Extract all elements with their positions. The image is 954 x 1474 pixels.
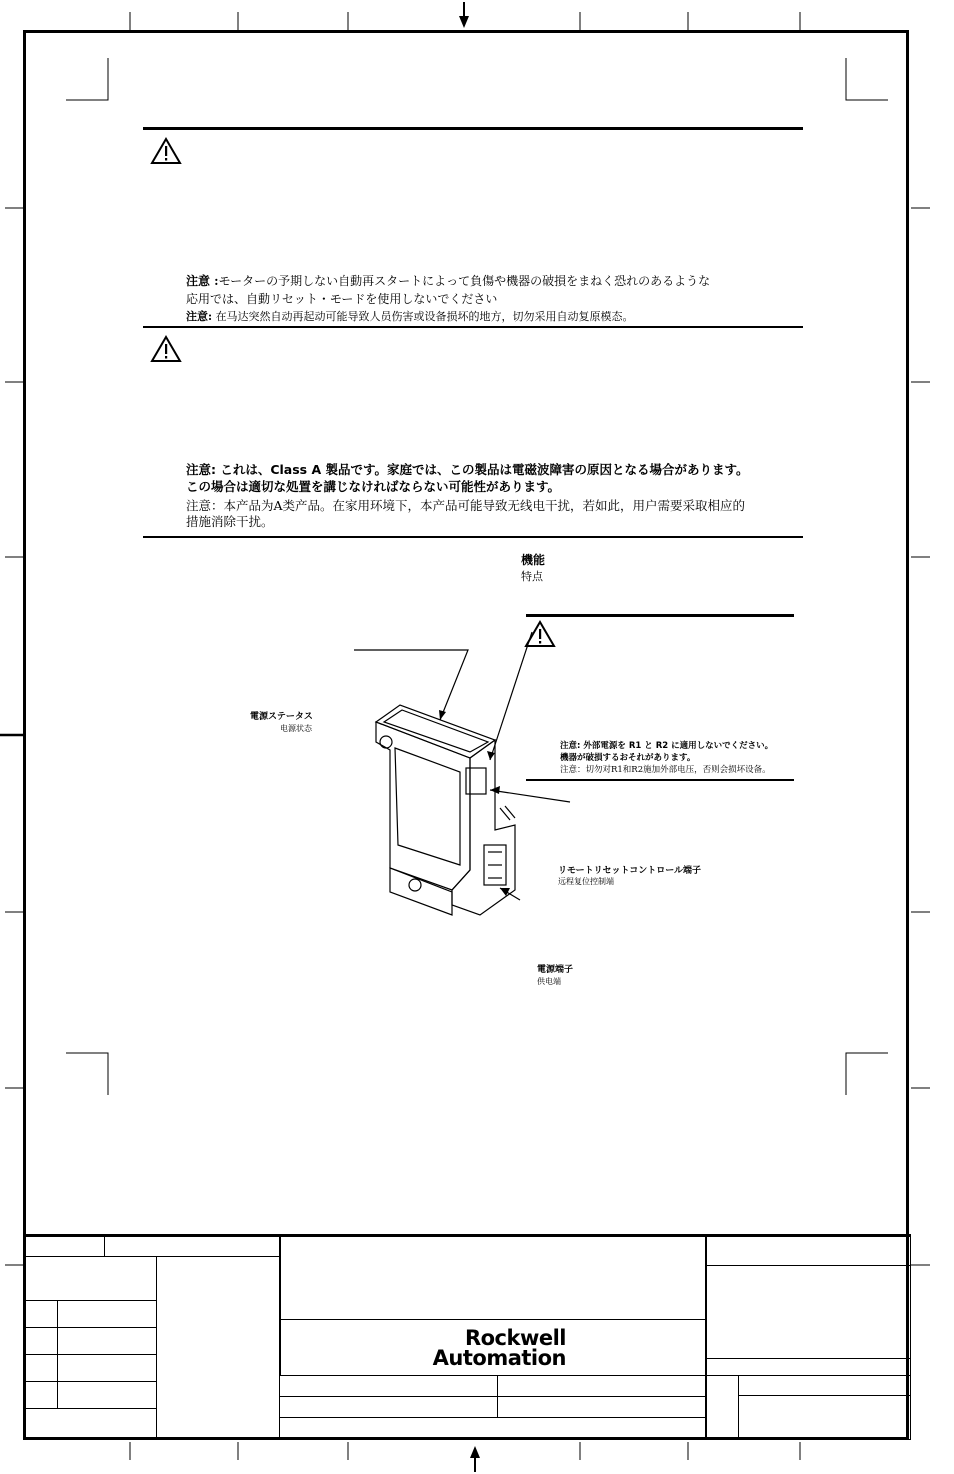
tb-cell — [23, 1256, 157, 1301]
tb-cell — [23, 1327, 58, 1355]
warning-2-bottom-rule — [143, 536, 803, 538]
warning-3-top-rule — [526, 614, 794, 617]
tb-cell — [705, 1265, 911, 1359]
tb-cell — [57, 1381, 157, 1409]
tb-cell — [705, 1375, 739, 1440]
tb-cell — [23, 1354, 58, 1382]
warning-2-cn-line1: 注意：本产品为A类产品。在家用环境下，本产品可能导致无线电干扰，若如此，用户需要采取相应的 — [186, 498, 746, 513]
tb-cell — [104, 1235, 280, 1257]
tb-cell — [23, 1235, 105, 1257]
tb-cell — [497, 1396, 706, 1418]
features-heading-cn: 特点 — [521, 570, 543, 583]
warning-1-jp-line2: 応用では、自動リセット・モードを使用しないでください — [186, 292, 498, 306]
device-illustration — [340, 630, 580, 930]
remote-reset-label-jp: リモートリセットコントロール端子 — [558, 866, 702, 876]
remote-reset-label-cn: 远程复位控制端 — [558, 877, 614, 886]
tb-cell — [279, 1396, 498, 1418]
features-heading-jp: 機能 — [521, 553, 546, 567]
tb-cell — [279, 1235, 706, 1320]
tb-cell — [23, 1381, 58, 1409]
power-terminal-label-jp: 電源端子 — [537, 965, 574, 975]
tb-cell — [57, 1354, 157, 1382]
warning-3-jp-line1: 注意: 外部電源を R1 と R2 に適用しないでください。 — [560, 741, 774, 751]
tb-cell — [57, 1327, 157, 1355]
warning-triangle-icon — [150, 137, 182, 165]
tb-cell — [23, 1300, 58, 1328]
warning-2-jp-line2: この場合は適切な処置を講じなければならない可能性があります。 — [186, 479, 561, 494]
arrow-up-icon — [470, 1446, 480, 1472]
warning-1-top-rule — [143, 127, 803, 130]
warning-1-cn-line: 注意: 在马达突然自动再起动可能导致人员伤害或设备损坏的地方，切勿采用自动复原模态。 — [186, 310, 634, 323]
warning-2-cn-line2: 措施消除干扰。 — [186, 514, 274, 529]
warning-2-jp-line1: 注意: これは、Class A 製品です。家庭では、この製品は電磁波障害の原因となる場合があります。 — [186, 462, 749, 477]
tb-cell — [497, 1375, 706, 1397]
arrow-down-icon — [459, 2, 469, 28]
power-status-label-jp: 電源ステータス — [250, 712, 313, 722]
tb-cell — [57, 1300, 157, 1328]
tb-cell — [705, 1235, 911, 1266]
tb-cell — [738, 1375, 911, 1396]
rockwell-logo-line1: Rockwell — [464, 1326, 566, 1350]
warning-1-jp-line1: 注意 :モーターの予期しない自動再スタートによって負傷や機器の破損をまねく恐れのあるような — [186, 274, 711, 288]
tb-cell — [156, 1256, 280, 1440]
warning-3-cn-line: 注意：切勿对R1和R2施加外部电压，否则会损坏设备。 — [560, 765, 771, 775]
tb-cell — [279, 1375, 498, 1397]
tb-cell — [738, 1395, 911, 1440]
rockwell-logo-line2: Automation — [432, 1346, 566, 1370]
warning-3-jp-line2: 機器が破損するおそれがあります。 — [560, 753, 696, 763]
power-terminal-label-cn: 供电端 — [537, 977, 561, 986]
warning-1-bottom-rule — [143, 326, 803, 328]
tb-cell — [705, 1358, 911, 1376]
warning-triangle-icon — [150, 335, 182, 363]
power-status-label-cn: 电源状态 — [280, 724, 312, 733]
